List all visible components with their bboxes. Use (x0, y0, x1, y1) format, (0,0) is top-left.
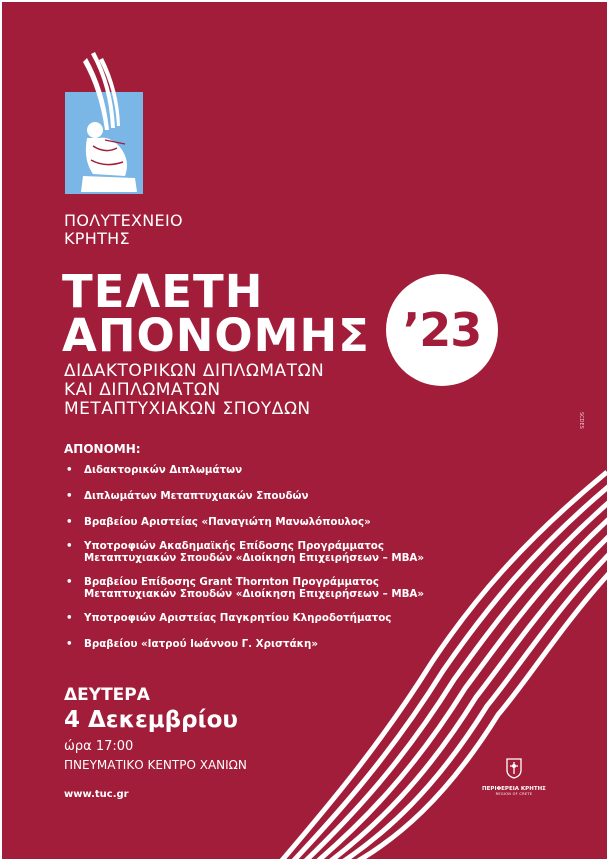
region-logo (472, 757, 556, 796)
ceremony-title-line2: ΑΠΟΝΟΜΗΣ (62, 309, 370, 362)
award-item: • Διπλωμάτων Μεταπτυχιακών Σπουδών (66, 490, 309, 502)
region-sub: REGION OF CRETE (495, 792, 533, 796)
event-time: ώρα 17:00 (64, 739, 134, 754)
award-item: • Υποτροφιών Ακαδημαϊκής Επίδοσης Προγράμματος Μεταπτυχιακών Σπουδών «Διοίκηση Επιχειρήσεων – ΜΒΑ» (66, 540, 425, 564)
poster (2, 2, 607, 859)
awards-list (64, 464, 424, 650)
awards-heading: ΑΠΟΝΟΜΗ: (64, 442, 141, 456)
region-seal-icon (505, 757, 523, 779)
subtitle-line2: ΚΑΙ ΔΙΠΛΩΜΑΤΩΝ (64, 380, 221, 400)
university-name-line2: ΚΡΗΤΗΣ (64, 229, 130, 248)
award-item: • Βραβείου «Ιατρού Ιωάννου Γ. Χριστάκη» (66, 638, 318, 650)
event-day: ΔΕΥΤΕΡΑ (64, 685, 150, 705)
university-logo (65, 50, 143, 200)
ceremony-title (62, 265, 370, 362)
award-item: • Βραβείου Αριστείας «Παναγιώτη Μανωλόπουλος» (66, 516, 371, 528)
event-venue: ΠΝΕΥΜΑΤΙΚΟ ΚΕΝΤΡΟ ΧΑΝΙΩΝ (64, 758, 247, 772)
ceremony-subtitle (64, 362, 324, 419)
award-item: • Υποτροφιών Αριστείας Παγκρητίου Κληροδοτήματος (66, 612, 392, 624)
event-date: 4 Δεκεμβρίου (64, 707, 238, 733)
ceremony-title-line1: ΤΕΛΕΤΗ (62, 265, 264, 318)
university-name (64, 212, 183, 248)
year-badge (386, 274, 498, 386)
award-item: • Διδακτορικών Διπλωμάτων (66, 464, 243, 476)
subtitle-line3: ΜΕΤΑΠΤΥΧΙΑΚΩΝ ΣΠΟΥΔΩΝ (64, 399, 311, 419)
website-link[interactable]: www.tuc.gr (64, 789, 129, 800)
subtitle-line1: ΔΙΔΑΚΤΟΡΙΚΩΝ ΔΙΠΛΩΜΑΤΩΝ (64, 361, 325, 381)
region-name: ΠΕΡΙΦΕΡΕΙΑ ΚΡΗΤΗΣ (482, 786, 546, 792)
side-code: SCDES (578, 412, 584, 429)
year-badge-text: ’23 (402, 303, 482, 357)
award-item: • Βραβείου Επίδοσης Grant Thornton Προγράμματος Μεταπτυχιακών Σπουδών «Διοίκηση Επιχειρήσεων – ΜΒΑ» (66, 576, 425, 600)
university-name-line1: ΠΟΛΥΤΕΧΝΕΙΟ (64, 211, 183, 230)
